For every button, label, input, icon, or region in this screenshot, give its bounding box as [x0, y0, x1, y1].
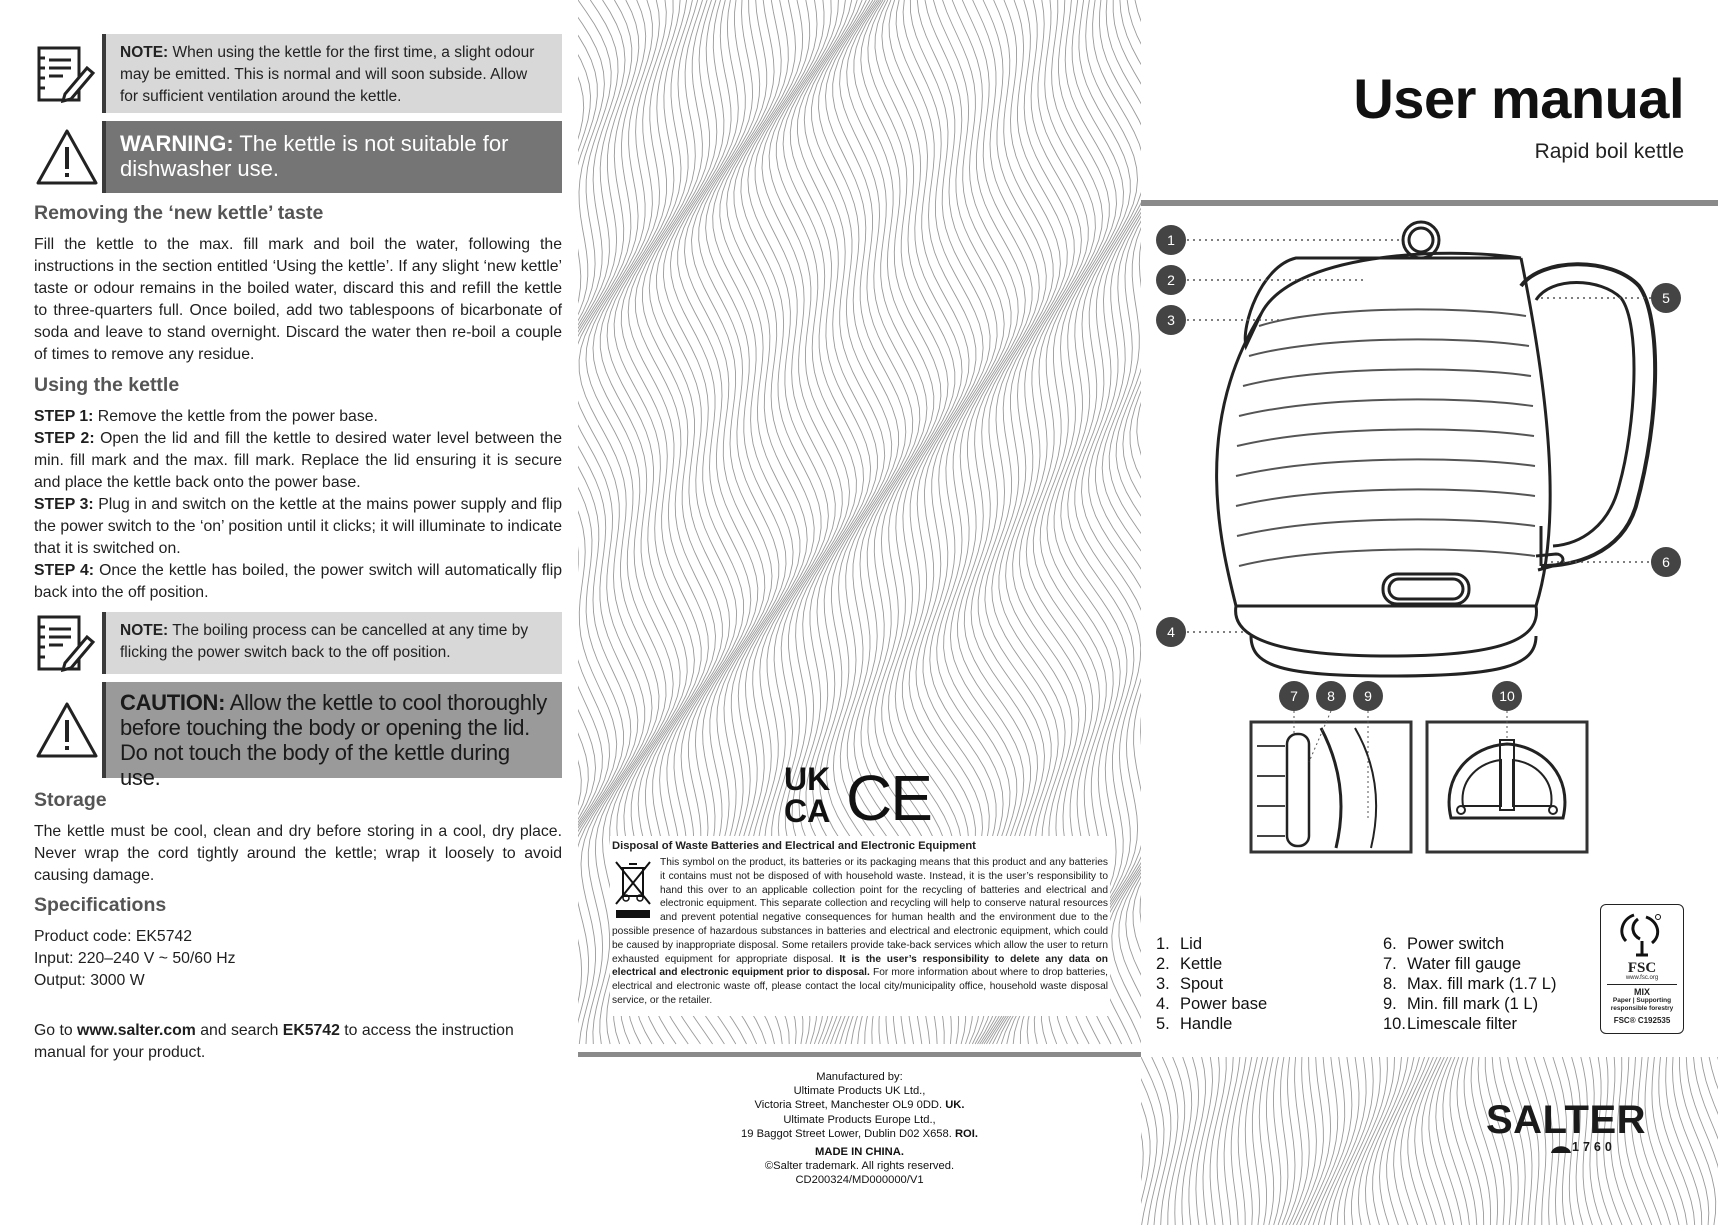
part-item: 1. Lid — [1156, 935, 1203, 953]
fsc-logo: FSC www.fsc.org MIX Paper | Supporting responsible forestry FSC® C192535 — [1600, 904, 1684, 1034]
right-panel — [1141, 0, 1718, 1225]
spec-product-code: Product code: EK5742 — [34, 928, 193, 945]
heading-storage: Storage — [34, 789, 107, 811]
weee-disposal-notice — [610, 836, 1110, 1016]
ce-mark: CE — [846, 762, 931, 826]
warning-text: The kettle is not suitable for dishwasher use. — [120, 131, 509, 181]
part-item: 4. Power base — [1156, 995, 1268, 1013]
part-item: 10.Limescale filter — [1383, 1015, 1518, 1033]
fsc-tree-icon — [1612, 911, 1672, 959]
note-text: The boiling process can be cancelled at any time by flicking the power switch back to the off position. — [120, 622, 529, 661]
new-kettle-taste-text: Fill the kettle to the max. fill mark and boil the water, following the instructions in the section entitled ‘Using the kettle’. If any slight ‘new kettle’ taste or odour remains in the boiled water, discard this and refill the kettle to three-quarters full. Once boiled, add two tablespoons of bicarbonate of soda and leave to stand overnight. Discard the water then re-boil a couple of times to remove any residue. — [34, 236, 562, 363]
part-item: 9. Min. fill mark (1 L) — [1383, 995, 1539, 1013]
step-1: STEP 1: Remove the kettle from the power base. — [34, 408, 378, 425]
part-item: 2. Kettle — [1156, 955, 1223, 973]
heading-new-kettle-taste: Removing the ‘new kettle’ taste — [34, 202, 324, 224]
callout-4: 4 — [1167, 624, 1175, 640]
trademark: ©Salter trademark. All rights reserved. — [764, 1160, 955, 1173]
note-callout-cancel — [32, 612, 562, 674]
part-item: 6. Power switch — [1383, 935, 1505, 953]
callout-3: 3 — [1167, 312, 1175, 328]
caution-text: Allow the kettle to cool thoroughly before touching the body or opening the lid. Do not touch the body of the kettle during use. — [120, 690, 547, 790]
callout-7: 7 — [1290, 688, 1298, 704]
step-2: STEP 2: Open the lid and fill the kettle to desired water level between the min. fill mark and the max. fill mark. Replace the lid ensuring it is secure and place the kettle back onto the power base. — [34, 430, 562, 491]
crossed-bin-icon — [612, 858, 654, 922]
page-title: User manual — [1353, 67, 1684, 130]
callout-10: 10 — [1499, 688, 1515, 704]
salter-scale-icon — [1550, 1140, 1572, 1154]
kettle-ribs — [1236, 309, 1535, 566]
note-label: NOTE: — [120, 622, 169, 639]
note-text: When using the kettle for the first time, a slight odour may be emitted. This is normal and will soon subside. Allow for sufficient ventilation around the kettle. — [120, 44, 535, 105]
warning-label: WARNING: — [120, 131, 234, 156]
ukca-mark-bottom: CA — [784, 793, 831, 826]
warning-triangle-icon — [32, 682, 102, 778]
disposal-body-text: This symbol on the product, its batteries or its packaging means that this product and any batteries it contains must not be disposed of with household waste. Instead, it is the user’s responsibility to hand this over to an applicable collection point for the recycling of batteries and electrical and electronic equipment. This separate collection and recycling will help to conserve natural resources and prevent potential negative consequences for human health and the environment due to the possible presence of hazardous substances in batteries and electrical and electronic equipment, which could be caused by inappropriate disposal. Some retailers provide take-back services which allow the user to return exhausted equipment for appropriate disposal. — [612, 857, 1108, 965]
callout-5: 5 — [1662, 290, 1670, 306]
left-panel — [0, 0, 578, 1225]
callout-6: 6 — [1662, 554, 1670, 570]
page-subtitle: Rapid boil kettle — [1534, 140, 1684, 163]
part-item: 7. Water fill gauge — [1383, 955, 1522, 973]
water-gauge-inset — [1251, 711, 1411, 852]
caution-callout — [32, 682, 562, 790]
salter-year: 1760 — [1572, 1140, 1616, 1154]
ukca-mark-top: UK — [784, 761, 831, 797]
disposal-title: Disposal of Waste Batteries and Electrical and Electronic Equipment — [612, 840, 976, 852]
kettle-diagram — [1141, 206, 1718, 866]
salter-logo: SALTER — [1486, 1098, 1647, 1142]
part-item: 5. Handle — [1156, 1015, 1233, 1033]
warning-triangle-icon — [32, 121, 102, 193]
note-callout-first-use — [32, 34, 562, 113]
limescale-filter-inset — [1427, 711, 1587, 852]
note-icon — [32, 34, 102, 113]
spec-output: Output: 3000 W — [34, 972, 145, 989]
made-in: MADE IN CHINA. — [815, 1146, 904, 1159]
part-item: 8. Max. fill mark (1.7 L) — [1383, 975, 1557, 993]
heading-using-the-kettle: Using the kettle — [34, 374, 180, 396]
callout-9: 9 — [1364, 688, 1372, 704]
manufacturer-info: Manufactured by: Ultimate Products UK Ltd., Victoria Street, Manchester OL9 0DD. UK. Ultimate Products Europe Ltd., 19 Baggot Street Lower, Dublin D02 X658. ROI. MADE IN CHINA. ©Salter trademark. All rights reserved. CD200324/MD000000/V1 — [578, 1070, 1141, 1188]
specifications-list — [34, 926, 562, 992]
step-3: STEP 3: Plug in and switch on the kettle at the mains power supply and flip the power switch to the ‘on’ position until it clicks; it will illuminate to indicate that it is switched on. — [34, 496, 562, 557]
compliance-marks — [782, 760, 934, 826]
parts-list-right — [1383, 934, 1556, 1034]
step-4: STEP 4: Once the kettle has boiled, the power switch will automatically flip back into the off position. — [34, 562, 562, 601]
document-code: CD200324/MD000000/V1 — [795, 1174, 924, 1187]
middle-panel — [578, 0, 1141, 1225]
product-code: EK5742 — [282, 1022, 340, 1039]
note-icon — [32, 612, 102, 674]
storage-text: The kettle must be cool, clean and dry before storing in a cool, dry place. Never wrap the cord tightly around the kettle; wrap it loosely to avoid causing damage. — [34, 823, 562, 884]
steps-list — [34, 406, 562, 604]
heading-specifications: Specifications — [34, 894, 167, 916]
part-item: 3. Spout — [1156, 975, 1224, 993]
disposal-tail-text: For more information about where to drop batteries, electrical and electronic waste off, please contact the local city/municipality office, household waste disposal service, or the retailer. — [612, 967, 1109, 1006]
callout-8: 8 — [1327, 688, 1335, 704]
disposal-bold-text: It is the user’s responsibility to delete any data on electrical and electronic equipment prior to disposal. — [612, 953, 1108, 979]
warning-callout — [32, 121, 562, 193]
callout-2: 2 — [1167, 272, 1175, 288]
note-label: NOTE: — [120, 44, 169, 61]
callout-1: 1 — [1167, 232, 1175, 248]
spec-input: Input: 220–240 V ~ 50/60 Hz — [34, 950, 236, 967]
website-link[interactable]: www.salter.com — [77, 1022, 196, 1039]
caution-label: CAUTION: — [120, 690, 226, 715]
website-instruction: Go to www.salter.com and search EK5742 to access the instruction manual for your product. — [34, 1022, 514, 1061]
parts-list-left — [1156, 934, 1267, 1034]
kettle-illustration — [1217, 222, 1656, 676]
